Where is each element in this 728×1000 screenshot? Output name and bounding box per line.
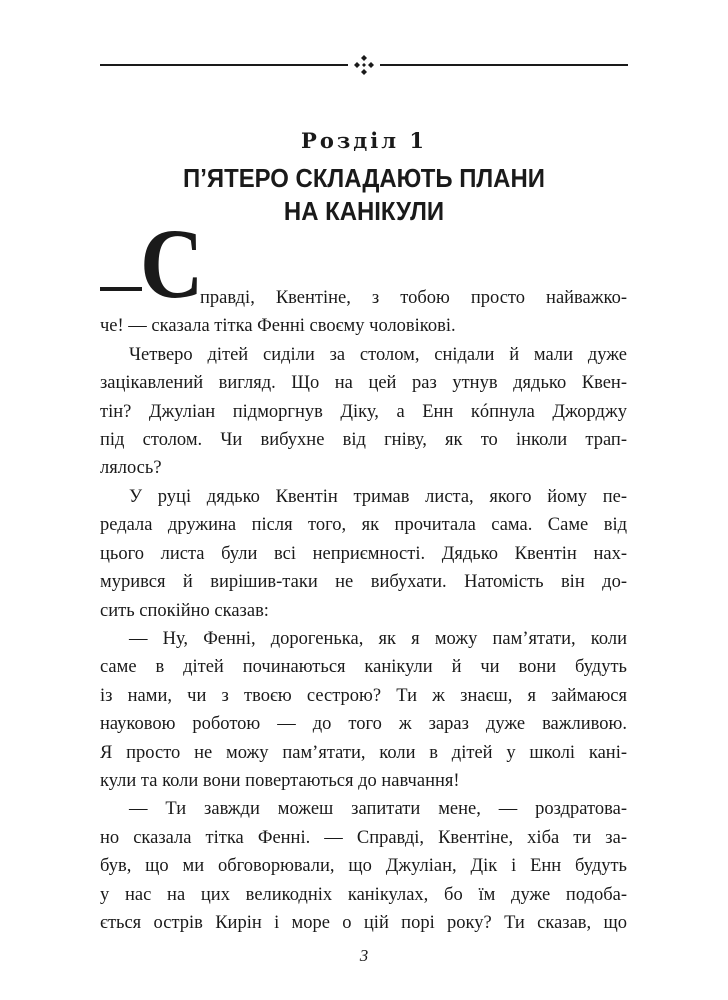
text-line: правді, Квентіне, з тобою просто найважко- (200, 288, 627, 308)
text-line: ється острів Кирін і море о цій порі року? Ти сказав, що (100, 913, 627, 933)
text-line: кули та коли вони повертаються до навчання! (100, 771, 460, 791)
text-line: був, що ми обговорювали, що Джуліан, Дік і Енн будуть (100, 856, 627, 876)
chapter-label: Розділ 1 (301, 128, 427, 153)
text-line: сить спокійно сказав: (100, 601, 269, 621)
text-line: лялось? (100, 458, 162, 478)
diamond-ornament-icon (352, 55, 376, 75)
text-line: — Ти завжди можеш запитати мене, — роздратова- (129, 799, 627, 819)
text-line: науковою роботою — до того ж зараз дуже важливою. (100, 714, 627, 734)
text-line: че! — сказала тітка Фенні своєму чоловікові. (100, 316, 456, 336)
ornament-rule-right (380, 64, 628, 66)
text-line: із нами, чи з твоєю сестрою? Ти ж знаєш, я займаюся (100, 686, 627, 706)
page-number: 3 (359, 946, 369, 965)
text-line: но сказала тітка Фенні. — Справді, Квентіне, хіба ти за- (100, 828, 627, 848)
dropcap-dash (100, 287, 142, 291)
chapter-title-line: П’ЯТЕРО СКЛАДАЮТЬ ПЛАНИ (183, 163, 545, 193)
header-ornament (100, 55, 628, 75)
text-line: мурився й вирішив-таки не вибухати. Натомість він до- (100, 572, 627, 592)
text-line: зацікавлений вигляд. Що на цей раз утнув дядько Квен- (100, 373, 627, 393)
text-line: під столом. Чи вибухне від гніву, як то інколи трап- (100, 430, 627, 450)
chapter-title (29, 162, 699, 228)
text-line: у нас на цих великодніх канікулах, бо їм дуже подоба- (100, 885, 627, 905)
text-line: У руці дядько Квентін тримав листа, якого йому пе- (129, 487, 627, 507)
text-line: Я просто не можу пам’ятати, коли в дітей у школі кані- (100, 743, 627, 763)
text-line: саме в дітей починаються канікули й чи вони будуть (100, 657, 627, 677)
text-line: тін? Джуліан підморгнув Діку, а Енн кóпнула Джорджу (100, 402, 627, 422)
text-line: Четверо дітей сиділи за столом, снідали й мали дуже (129, 345, 627, 365)
text-line: редала дружина після того, як прочитала сама. Саме від (100, 515, 627, 535)
drop-cap: С (140, 208, 204, 319)
text-line: — Ну, Фенні, дорогенька, як я можу пам’ятати, коли (129, 629, 627, 649)
text-line: цього листа були всі неприємності. Дядько Квентін нах- (100, 544, 627, 564)
chapter-title-line: НА КАНІКУЛИ (283, 196, 445, 226)
ornament-rule-left (100, 64, 348, 66)
